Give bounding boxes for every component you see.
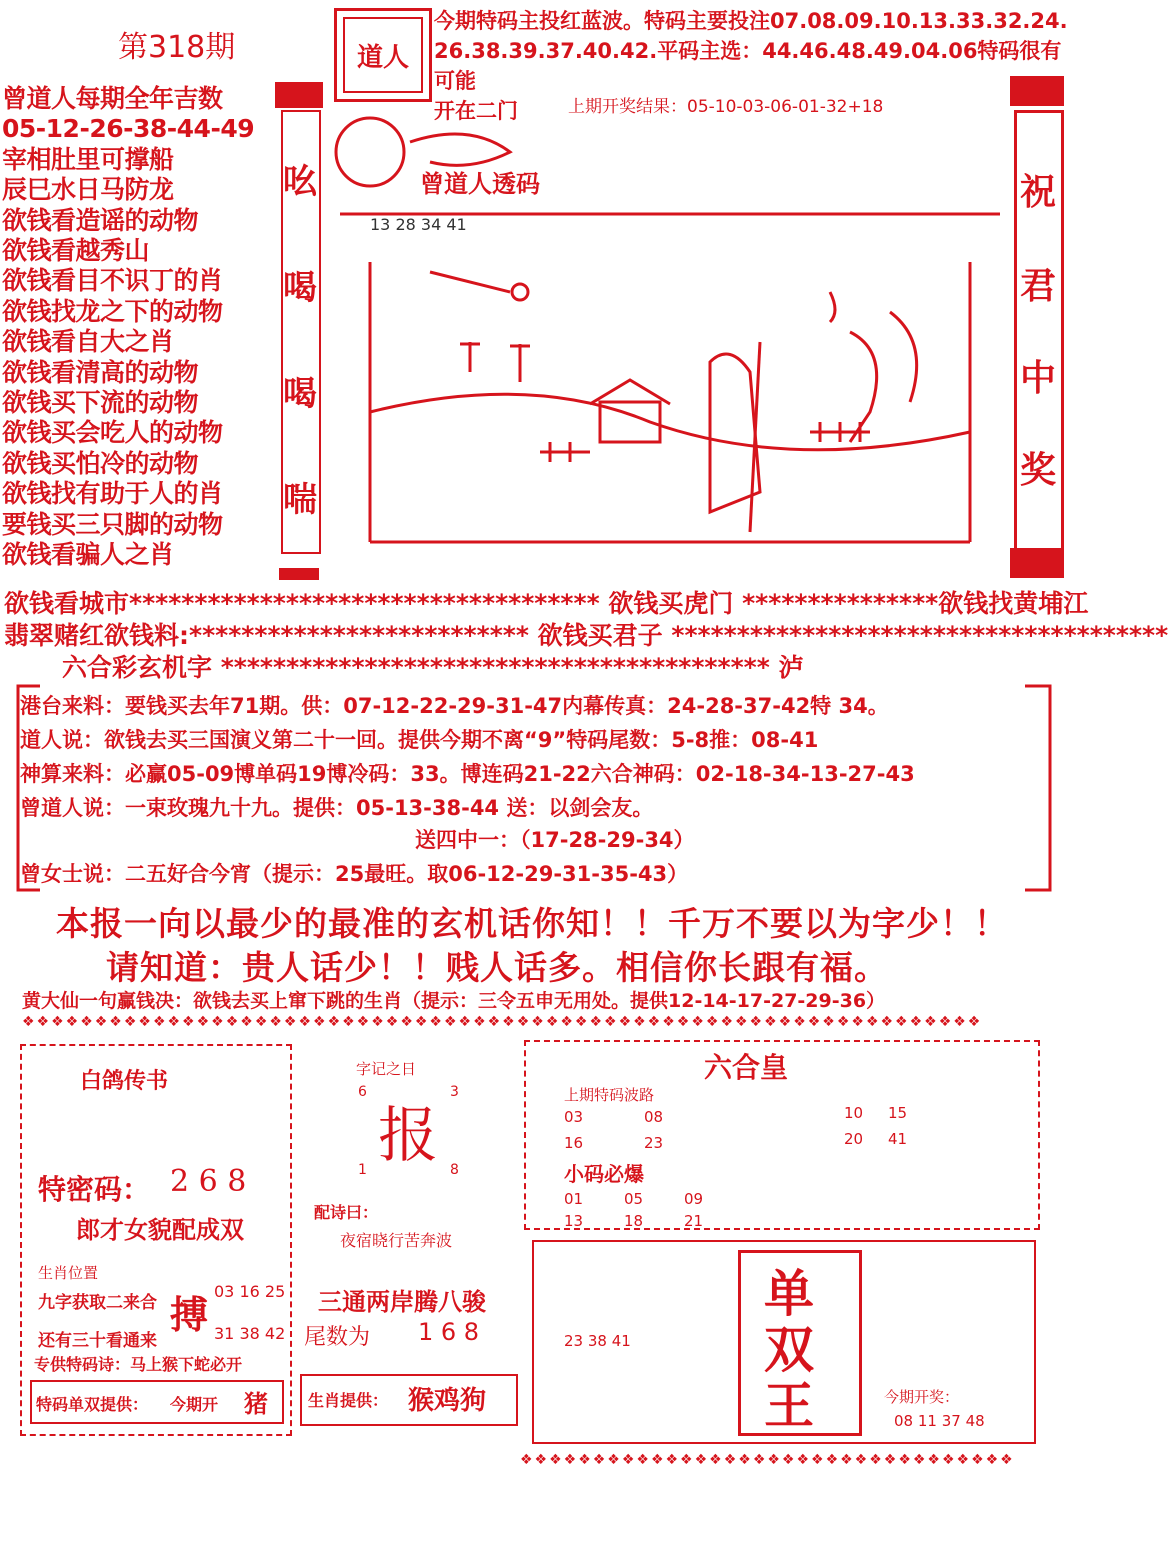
seal-text: 道人 — [343, 17, 423, 93]
banner-char-zhong: 中 — [1019, 358, 1056, 399]
mid-line-2-a: 翡翠赌红欲钱料:************************** — [4, 621, 529, 650]
last-result: 上期开奖结果：05-10-03-06-01-32+18 — [562, 92, 889, 117]
big-bao: 报 — [378, 1101, 438, 1171]
mid-header: 字记之日 — [356, 1060, 417, 1078]
special-poem: 专供特码诗：马上猴下蛇必开 — [34, 1355, 243, 1374]
banner-top-bar — [1010, 76, 1064, 106]
line-b: 还有三十看通来 — [38, 1331, 157, 1351]
left-hint-line: 欲钱看造谣的动物 — [2, 205, 199, 235]
num-3: 3 — [450, 1084, 459, 1100]
left-vertical-banner — [275, 82, 327, 582]
last-wave: 上期特码波路 — [564, 1086, 655, 1104]
zodiac-value: 猴鸡狗 — [408, 1386, 487, 1416]
mid-line-1-a: 欲钱看城市************************************ — [4, 589, 600, 618]
left-hint-line: 曾道人每期全年吉数 — [2, 84, 223, 113]
zodiac-pos: 生肖位置 — [38, 1264, 99, 1282]
small-b-2: 21 — [684, 1212, 704, 1230]
banner-char-1: 吆 — [283, 162, 317, 202]
poem-text: 夜宿晓行苦奔波 — [340, 1231, 453, 1250]
left-hint-line: 欲钱找有助于人的肖 — [2, 479, 223, 509]
left-hint-column — [2, 84, 292, 571]
banner-char-jiang: 奖 — [1019, 450, 1056, 491]
banner-char-2: 喝 — [283, 268, 317, 308]
num-1: 1 — [358, 1162, 367, 1178]
mid-line-1: 三通两岸腾八骏 — [318, 1288, 486, 1316]
nums-b: 31 38 42 — [214, 1324, 286, 1343]
top-line-2: 26.38.39.37.40.42.平码主选：44.46.48.49.04.06特码很有可能 — [434, 39, 1062, 93]
lhh-title: 六合皇 — [704, 1051, 789, 1084]
mid-line-1-b: 欲钱买虎门 — [608, 589, 734, 618]
mid-line-1 — [4, 584, 1088, 620]
te-ma-value: 2 6 8 — [170, 1164, 247, 1199]
banner-char-4: 喘 — [283, 480, 317, 520]
illustration-title: 曾道人透码 — [420, 169, 540, 198]
bottom-divider-dots: ❖❖❖❖❖❖❖❖❖❖❖❖❖❖❖❖❖❖❖❖❖❖❖❖❖❖❖❖❖❖❖❖❖❖ — [520, 1452, 1015, 1468]
bottom-mid-panel — [300, 1044, 518, 1436]
today-open: 今期开 — [170, 1395, 219, 1414]
poem-label: 配诗曰： — [314, 1203, 379, 1222]
mid-line-3-a: 六合彩玄机字 ****************************************** — [62, 653, 770, 682]
info-line-6: 曾女士说：二五好合今宵（提示：25最旺。取06-12-29-31-35-43） — [20, 862, 689, 886]
info-line-3: 神算来料：必赢05-09博单码19博冷码：33。博连码21-22六合神码：02-18-34-13-27-43 — [20, 762, 915, 786]
issue-number: 第318期 — [118, 30, 236, 65]
banner-bottom-bar — [279, 568, 319, 580]
today-open-label: 今期开奖： — [884, 1388, 960, 1406]
banner-bottom-bar — [1010, 548, 1064, 578]
info-line-5: 送四中一：（17-28-29-34） — [415, 828, 695, 852]
small-a-0: 01 — [564, 1190, 584, 1208]
illustration — [330, 112, 1010, 582]
bottom-right-panel — [524, 1040, 1044, 1450]
banner-char-zhu: 祝 — [1019, 172, 1056, 213]
mid-line-2-b: 欲钱买君子 — [537, 621, 663, 650]
left-hint-line: 欲钱看清高的动物 — [2, 357, 199, 387]
mid-line-1-c: ***************欲钱找黄埔江 — [742, 589, 1089, 618]
big-wang: 王 — [764, 1376, 814, 1435]
tail-value: 1 6 8 — [418, 1318, 480, 1346]
right-vertical-banner — [1010, 76, 1066, 580]
left-hint-line: 欲钱买下流的动物 — [2, 388, 199, 418]
grid-b-0: 10 — [844, 1104, 864, 1122]
small-b-1: 18 — [624, 1212, 644, 1230]
grid-a-2: 16 — [564, 1134, 584, 1152]
line-a: 九字获取二来合 — [38, 1293, 157, 1313]
left-hint-line: 欲钱买怕冷的动物 — [2, 448, 199, 478]
bottom-left-panel — [20, 1044, 292, 1436]
grid-b-3: 41 — [888, 1130, 908, 1148]
seal-logo — [334, 8, 432, 102]
mid-line-2-c: ************************************** — [671, 621, 1168, 650]
big-shuang: 双 — [764, 1320, 814, 1379]
mid-line-3-b: 泸 — [778, 653, 804, 682]
info-line-1: 港台来料：要钱买去年71期。供：07-12-22-29-31-47内幕传真：24-28-37-42特 34。 — [20, 694, 889, 718]
num-6: 6 — [358, 1084, 367, 1100]
mid-line-3 — [62, 648, 804, 684]
zodiac-label: 生肖提供： — [308, 1391, 389, 1410]
grid-a-1: 08 — [644, 1108, 664, 1126]
left-hint-line: 欲钱看越秀山 — [2, 236, 150, 266]
small-b-0: 13 — [564, 1212, 584, 1230]
left-hint-line: 欲钱看骗人之肖 — [2, 540, 174, 570]
info-line-2: 道人说：欲钱去买三国演义第二十一回。提供今期不离“9”特码尾数：5-8推：08-41 — [20, 728, 819, 752]
illustration-drawing — [330, 112, 1010, 582]
divider-dots: ❖❖❖❖❖❖❖❖❖❖❖❖❖❖❖❖❖❖❖❖❖❖❖❖❖❖❖❖❖❖❖❖❖❖❖❖❖❖❖❖❖❖❖❖❖❖❖❖❖❖❖❖❖❖❖❖❖❖❖❖❖❖❖❖❖❖ — [22, 1014, 983, 1030]
tail-label: 尾数为 — [304, 1325, 371, 1350]
num-8: 8 — [450, 1162, 459, 1178]
small-a-2: 09 — [684, 1190, 704, 1208]
single-double: 特码单双提供： — [36, 1395, 149, 1414]
big-dan: 单 — [764, 1264, 814, 1323]
left-hint-line: 05-12-26-38-44-49 — [2, 114, 255, 144]
grid-a-3: 23 — [644, 1134, 664, 1152]
grid-b-1: 15 — [888, 1104, 908, 1122]
bo-char: 搏 — [170, 1292, 209, 1337]
left-hint-line: 欲钱找龙之下的动物 — [2, 296, 223, 326]
mid-line-2 — [4, 616, 1168, 652]
top-line-1: 今期特码主投红蓝波。特码主要投注07.08.09.10.13.33.32.24. — [434, 9, 1068, 33]
left-hint-line: 欲钱看自大之肖 — [2, 327, 174, 357]
banner-char-3: 喝 — [283, 374, 317, 414]
left-hint-line: 欲钱看目不识丁的肖 — [2, 266, 223, 296]
top-line-3: 开在二门 — [434, 99, 518, 123]
slogan-1: 本报一向以最少的最准的玄机话你知！！千万不要以为字少！！ — [56, 904, 1008, 943]
banner-top-bar — [275, 82, 323, 108]
te-ma-label: 特密码： — [38, 1173, 151, 1206]
info-line-4: 曾道人说：一束玫瑰九十九。提供：05-13-38-44 送：以剑会友。 — [20, 796, 654, 820]
pigeon-header: 白鸽传书 — [80, 1068, 169, 1094]
left-hint-line: 辰巳水日马防龙 — [2, 175, 174, 205]
illustration-numbers: 13 28 34 41 — [370, 215, 467, 234]
poem: 郎才女貌配成双 — [76, 1215, 244, 1244]
grid-b-2: 20 — [844, 1130, 864, 1148]
nums-bottom: 23 38 41 — [564, 1332, 631, 1350]
wong-tai-sin-line: 黄大仙一句赢钱决：欲钱去买上窜下跳的生肖（提示：三令五申无用处。提供12-14-17-27-29-36） — [22, 990, 886, 1012]
nums-a: 03 16 25 — [214, 1282, 286, 1301]
left-hint-line: 欲钱买会吃人的动物 — [2, 418, 223, 448]
nums-right: 08 11 37 48 — [894, 1412, 985, 1430]
left-hint-line: 宰相肚里可撑船 — [2, 144, 174, 174]
slogan-2: 请知道：贵人话少！！贱人话多。相信你长跟有福。 — [106, 948, 888, 987]
small-a-1: 05 — [624, 1190, 644, 1208]
banner-char-jun: 君 — [1019, 266, 1056, 307]
pig-char: 猪 — [244, 1389, 268, 1418]
small-code: 小码必爆 — [564, 1162, 644, 1186]
info-box — [10, 682, 1055, 894]
grid-a-0: 03 — [564, 1108, 584, 1126]
left-hint-line: 要钱买三只脚的动物 — [2, 509, 223, 539]
